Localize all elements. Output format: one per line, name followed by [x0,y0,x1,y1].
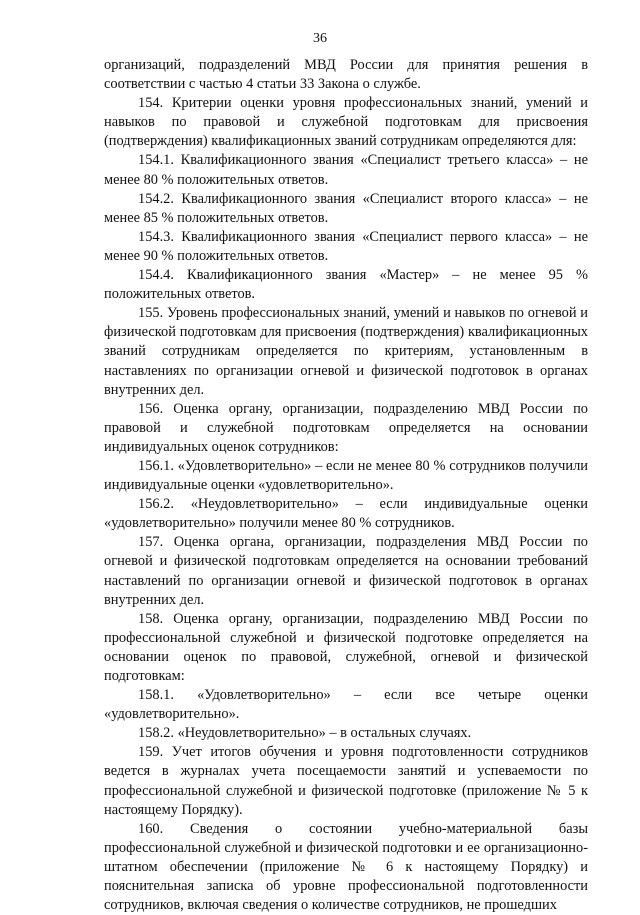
paragraph-154: 154. Критерии оценки уровня профессиональных знаний, умений и навыков по правовой и служебной подготовкам для присвоения (подтверждения) квалификационных званий сотрудникам определяются для: [104,95,588,150]
paragraph-154-2: 154.2. Квалификационного звания «Специалист второго класса» – не менее 85 % положительных ответов. [104,190,588,226]
page-number: 36 [313,31,327,46]
paragraph-156-2: 156.2. «Неудовлетворительно» – если индивидуальные оценки «удовлетворительно» получили менее 80 % сотрудников. [104,496,588,532]
document-body [104,56,588,915]
paragraph-continuation: организаций, подразделений МВД России для принятия решения в соответствии с частью 4 статьи 33 Закона о службе. [104,57,588,93]
paragraph-155: 155. Уровень профессиональных знаний, умений и навыков по огневой и физической подготовкам для присвоения (подтверждения) квалификационных званий сотрудникам определяется по критериям, установленным в наставлениях по организации огневой и физической подготовок в органах внутренних дел. [104,305,588,398]
paragraph-154-3: 154.3. Квалификационного звания «Специалист первого класса» – не менее 90 % положительных ответов. [104,228,588,264]
paragraph-159: 159. Учет итогов обучения и уровня подготовленности сотрудников ведется в журналах учета посещаемости занятий и успеваемости по профессиональной служебной и физической подготовке (приложение № 5 к настоящему Порядку). [104,744,588,818]
paragraph-157: 157. Оценка органа, организации, подразделения МВД России по огневой и физической подготовкам определяется на основании требований наставлений по организации огневой и физической подготовок в органах внутренних дел. [104,534,588,608]
paragraph-156: 156. Оценка органу, организации, подразделению МВД России по правовой и служебной подготовкам определяется на основании индивидуальных оценок сотрудников: [104,400,588,455]
paragraph-156-1: 156.1. «Удовлетворительно» – если не менее 80 % сотрудников получили индивидуальные оценки «удовлетворительно». [104,457,588,494]
paragraph-154-1: 154.1. Квалификационного звания «Специалист третьего класса» – не менее 80 % положительных ответов. [104,152,588,188]
paragraph-158-2: 158.2. «Неудовлетворительно» – в остальных случаях. [138,725,472,742]
paragraph-160: 160. Сведения о состоянии учебно-материальной базы профессиональной служебной и физической подготовки и ее организационно-штатном обеспечении (приложение № 6 к настоящему Порядку) и пояснительная записка об уровне профессиональной подготовленности сотрудников, включая сведения о количестве сотрудников, не прошедших [104,820,588,914]
paragraph-154-4: 154.4. Квалификационного звания «Мастер» – не менее 95 % положительных ответов. [104,267,588,303]
paragraph-158-1: 158.1. «Удовлетворительно» – если все четыре оценки «удовлетворительно». [104,687,588,723]
paragraph-158: 158. Оценка органу, организации, подразделению МВД России по профессиональной служебной и физической подготовке определяется на основании оценок по правовой, служебной, огневой и физической подготовкам: [104,610,588,684]
